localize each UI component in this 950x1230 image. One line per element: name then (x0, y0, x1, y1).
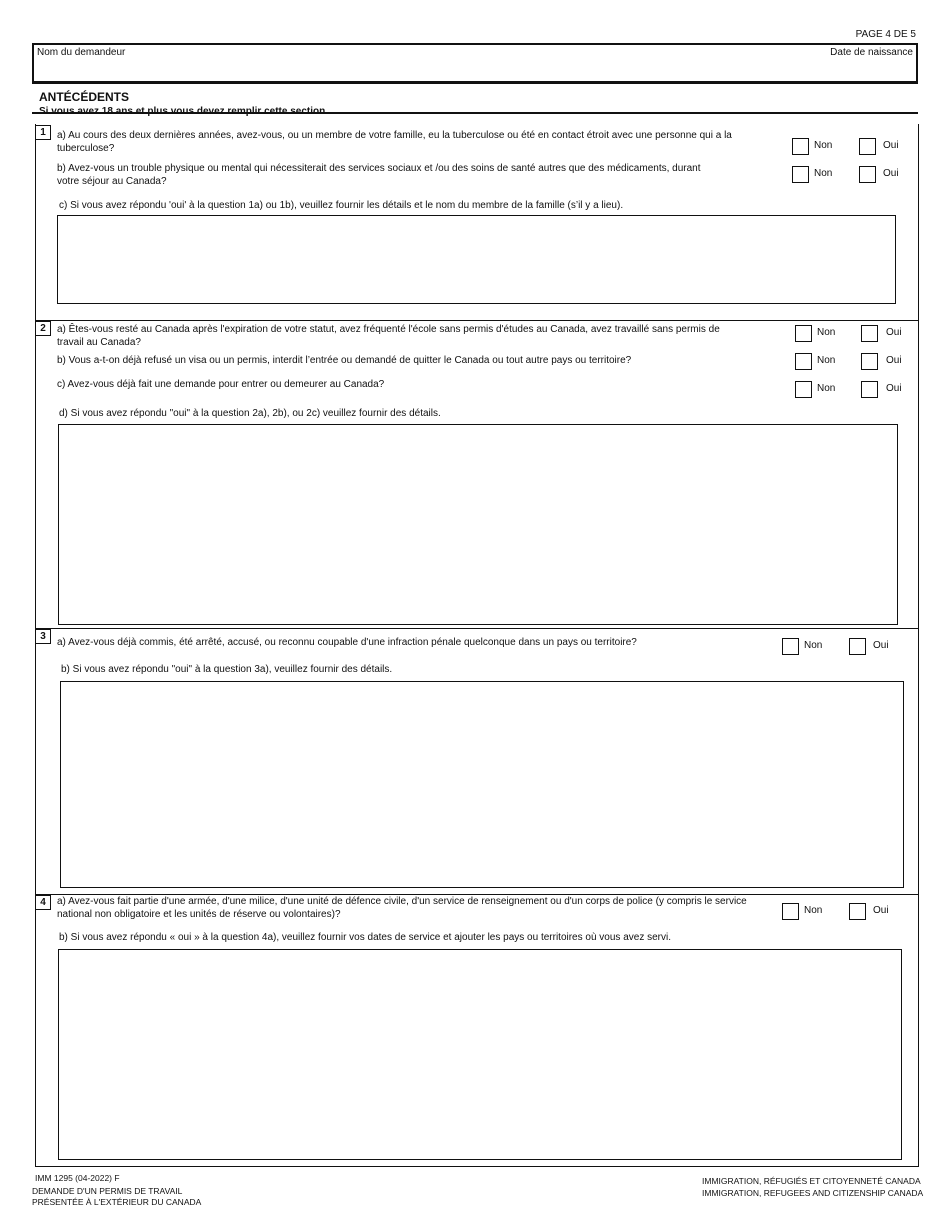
q1b-yes-label: Oui (883, 168, 899, 179)
applicant-header (32, 43, 918, 84)
separator-q2-q3 (35, 628, 919, 629)
q2c-yes-label: Oui (886, 383, 902, 394)
question-4a-text-line1: a) Avez-vous fait partie d'une armée, d'une milice, d'une unité de défence civile, d'un service de renseignement ou d'un corps de police (y compris le service (57, 896, 747, 907)
q2b-no-checkbox[interactable] (795, 353, 812, 370)
q3-details-textarea[interactable] (60, 681, 904, 888)
question-1b-text-line1: b) Avez-vous un trouble physique ou mental qui nécessiterait des services sociaux et /ou des soins de santé autres que des médicaments, durant (57, 163, 701, 174)
q2a-no-checkbox[interactable] (795, 325, 812, 342)
q2-details-textarea[interactable] (58, 424, 898, 625)
page-number: PAGE 4 DE 5 (855, 29, 916, 40)
question-4a-text-line2: national non obligatoire et les unités de réserve ou volontaires)? (57, 909, 341, 920)
q2a-yes-checkbox[interactable] (861, 325, 878, 342)
q3a-yes-checkbox[interactable] (849, 638, 866, 655)
separator-q1-q2 (35, 320, 919, 321)
department-name-en: IMMIGRATION, REFUGEES AND CITIZENSHIP CANADA (702, 1188, 924, 1198)
q2c-no-checkbox[interactable] (795, 381, 812, 398)
question-1-number: 1 (35, 125, 51, 140)
q1a-no-checkbox[interactable] (792, 138, 809, 155)
question-1b-text-line2: votre séjour au Canada? (57, 176, 167, 187)
q2a-no-label: Non (817, 327, 836, 338)
q2a-yes-label: Oui (886, 327, 902, 338)
separator-q3-q4 (35, 894, 919, 895)
question-3-number: 3 (35, 629, 51, 644)
section-title: ANTÉCÉDENTS (39, 90, 130, 104)
q4a-no-label: Non (804, 905, 823, 916)
q3a-yes-label: Oui (873, 640, 889, 651)
q1a-yes-label: Oui (883, 140, 899, 151)
q2c-no-label: Non (817, 383, 836, 394)
question-2d-text: d) Si vous avez répondu "oui" à la question 2a), 2b), ou 2c) veuillez fournir des détails. (59, 408, 441, 419)
question-3b-text: b) Si vous avez répondu "oui" à la question 3a), veuillez fournir des détails. (61, 664, 393, 675)
q1-details-textarea[interactable] (57, 215, 896, 304)
q1b-no-label: Non (814, 168, 833, 179)
q4-details-textarea[interactable] (58, 949, 902, 1160)
question-2b-text: b) Vous a-t-on déjà refusé un visa ou un permis, interdit l’entrée ou demandé de quitter le Canada ou tout autre pays ou territoire? (57, 355, 632, 366)
q3a-no-checkbox[interactable] (782, 638, 799, 655)
q4a-yes-label: Oui (873, 905, 889, 916)
section-top-rule (32, 112, 918, 114)
question-1c-text: c) Si vous avez répondu 'oui' à la question 1a) ou 1b), veuillez fournir les détails et le nom du membre de la famille (s’il y a lieu). (59, 200, 624, 211)
q2b-yes-label: Oui (886, 355, 902, 366)
q3a-no-label: Non (804, 640, 823, 651)
q1a-no-label: Non (814, 140, 833, 151)
question-2-number: 2 (35, 321, 51, 336)
form-title-line1: DEMANDE D'UN PERMIS DE TRAVAIL (32, 1186, 183, 1196)
q2c-yes-checkbox[interactable] (861, 381, 878, 398)
q2b-no-label: Non (817, 355, 836, 366)
question-1a-text-line2: tuberculose? (57, 143, 115, 154)
question-4-number: 4 (35, 895, 51, 910)
q1b-yes-checkbox[interactable] (859, 166, 876, 183)
question-1a-text-line1: a) Au cours des deux dernières années, avez-vous, ou un membre de votre famille, eu la tuberculose ou été en contact étroit avec une personne qui a la (57, 130, 732, 141)
question-2a-text-line1: a) Êtes-vous resté au Canada après l'expiration de votre statut, avez fréquenté l'école sans permis d'études au Canada, avez travaillé sans permis de (57, 324, 720, 335)
question-2a-text-line2: travail au Canada? (57, 337, 141, 348)
form-code: IMM 1295 (04-2022) F (35, 1173, 120, 1183)
q4a-no-checkbox[interactable] (782, 903, 799, 920)
question-4b-text: b) Si vous avez répondu « oui » à la question 4a), veuillez fournir vos dates de service et ajouter les pays ou territoires où vous avez servi. (59, 932, 671, 943)
q1b-no-checkbox[interactable] (792, 166, 809, 183)
q4a-yes-checkbox[interactable] (849, 903, 866, 920)
form-title-line2: PRÉSENTÉE À L'EXTÉRIEUR DU CANADA (32, 1197, 202, 1207)
question-3a-text: a) Avez-vous déjà commis, été arrêté, accusé, ou reconnu coupable d'une infraction pénale quelconque dans un pays ou territoire? (57, 637, 637, 648)
q1a-yes-checkbox[interactable] (859, 138, 876, 155)
question-2c-text: c) Avez-vous déjà fait une demande pour entrer ou demeurer au Canada? (57, 379, 385, 390)
q2b-yes-checkbox[interactable] (861, 353, 878, 370)
section-subtitle: Si vous avez 18 ans et plus vous devez remplir cette section. (39, 106, 329, 117)
date-of-birth-label: Date de naissance (830, 47, 913, 58)
applicant-name-label: Nom du demandeur (37, 47, 126, 58)
department-name-fr: IMMIGRATION, RÉFUGIÉS ET CITOYENNETÉ CANADA (702, 1176, 921, 1186)
